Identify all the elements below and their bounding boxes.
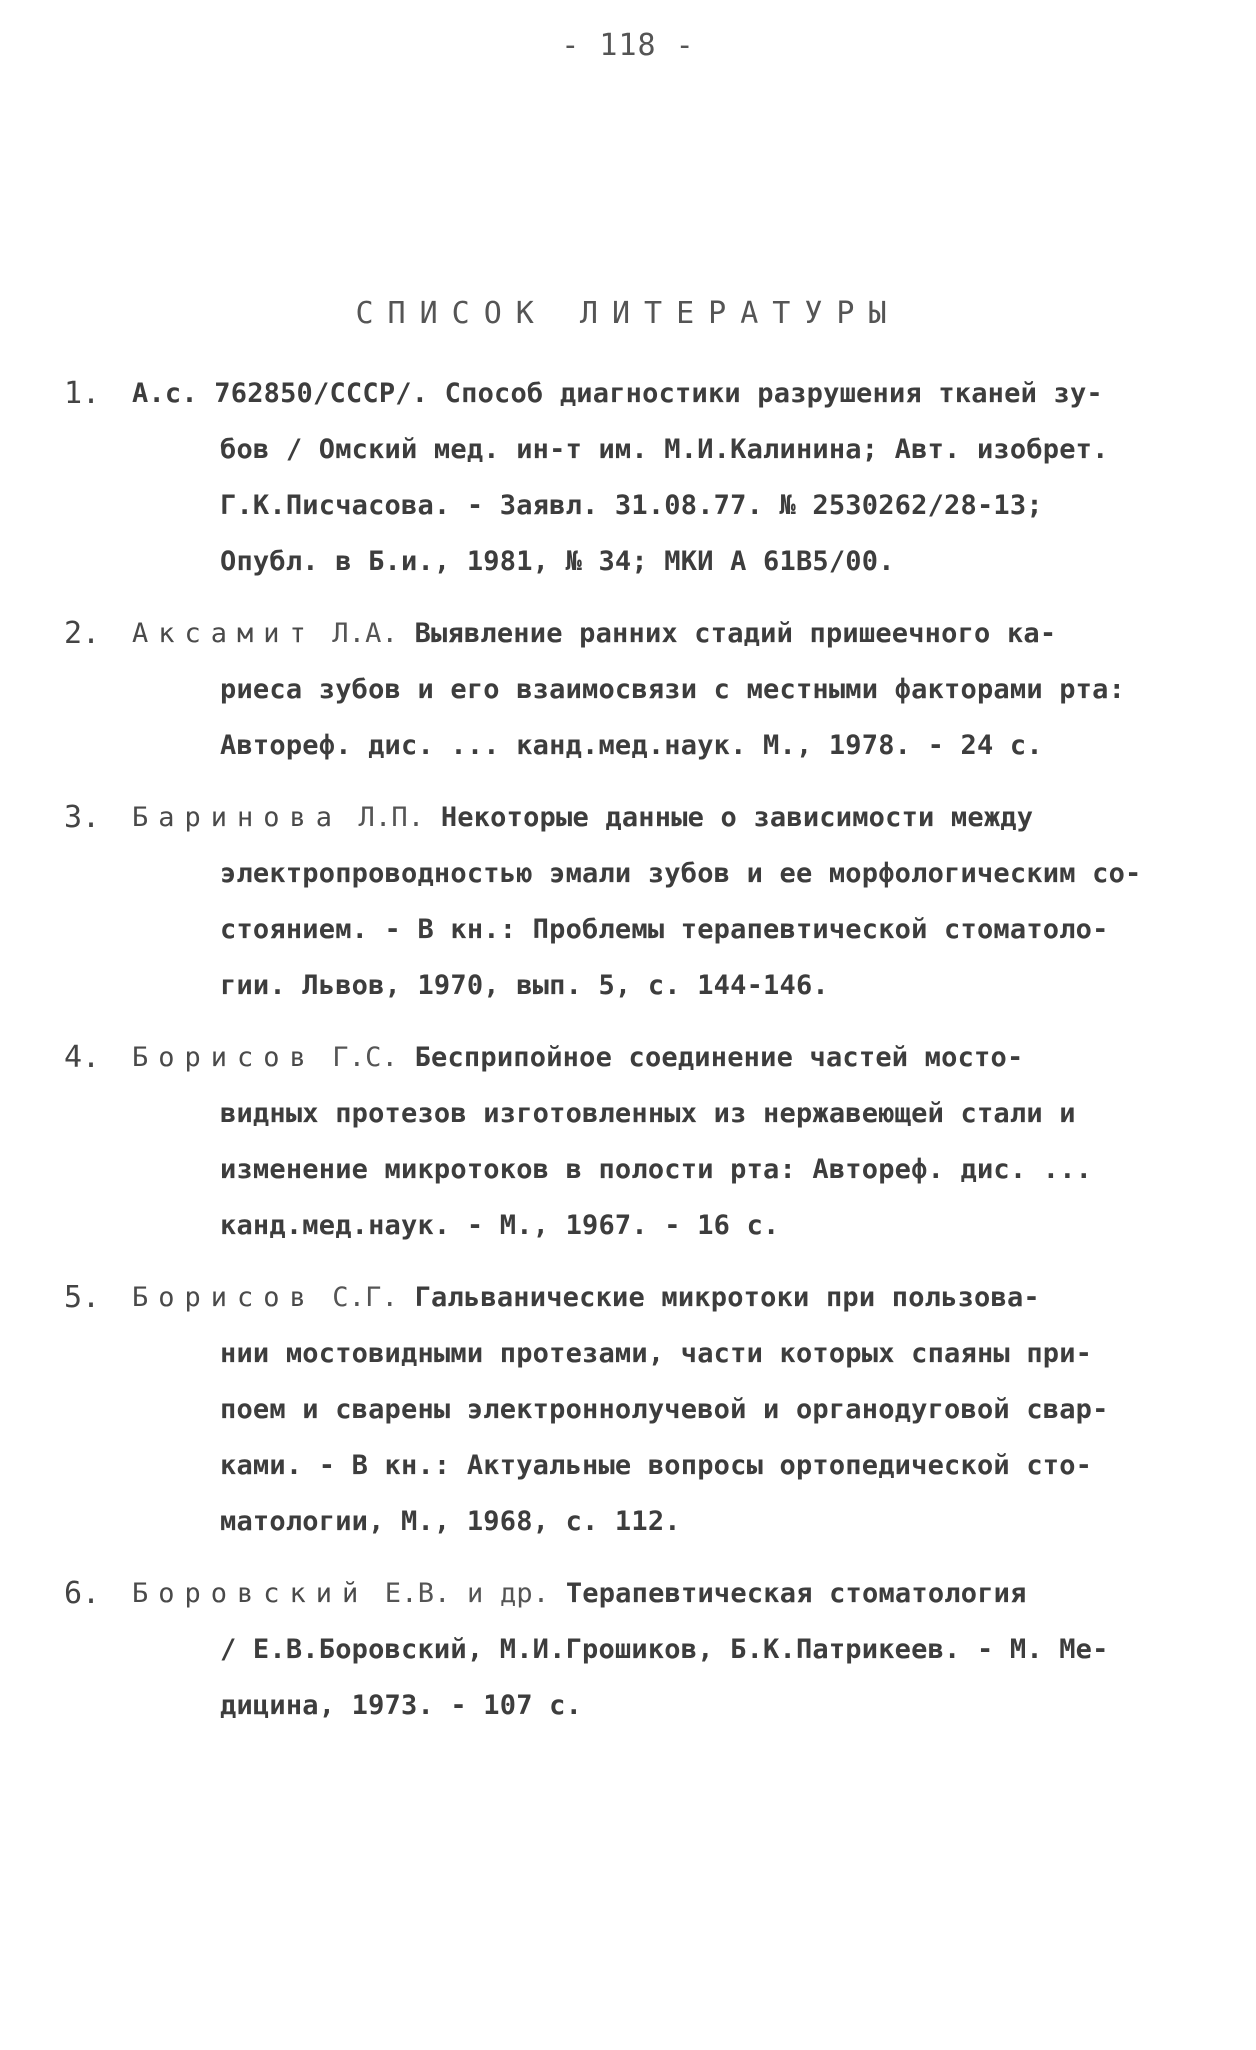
reference-line: ками. - В кн.: Актуальные вопросы ортопедической сто- (220, 1450, 1093, 1481)
bibliography-heading: СПИСОК ЛИТЕРАТУРЫ (355, 296, 901, 331)
reference-item-2 (64, 606, 1204, 774)
reference-number: 4. (64, 1040, 101, 1075)
reference-number: 2. (64, 616, 101, 651)
reference-line: канд.мед.наук. - М., 1967. - 16 с. (220, 1210, 780, 1241)
reference-line: Г.К.Писчасова. - Заявл. 31.08.77. № 2530262/28-13; (220, 490, 1043, 521)
reference-line: электропроводностью эмали зубов и ее морфологическим со- (220, 858, 1142, 889)
reference-title-start: Выявление ранних стадий пришеечного ка- (414, 618, 1057, 649)
reference-first-line (132, 790, 1204, 846)
reference-number: 5. (64, 1280, 101, 1315)
reference-author: Боровский (132, 1578, 369, 1609)
page-number: - 118 - (561, 28, 695, 63)
reference-author-initials: Г.С. (332, 1042, 399, 1073)
reference-list (64, 366, 1204, 1750)
reference-author: Борисов (132, 1042, 316, 1073)
reference-item-4 (64, 1030, 1204, 1254)
reference-author-initials: С.Г. (332, 1282, 399, 1313)
reference-line: Автореф. дис. ... канд.мед.наук. М., 1978. - 24 с. (220, 730, 1043, 761)
reference-line: матологии, М., 1968, с. 112. (220, 1506, 681, 1537)
reference-line: видных протезов изготовленных из нержавеющей стали и (220, 1098, 1076, 1129)
reference-number: 1. (64, 376, 101, 411)
reference-first-line (132, 1566, 1204, 1622)
reference-title-start: Бесприпойное соединение частей мосто- (414, 1042, 1024, 1073)
reference-line: стоянием. - В кн.: Проблемы терапевтической стоматоло- (220, 914, 1109, 945)
reference-line: бов / Омский мед. ин-т им. М.И.Калинина; Авт. изобрет. (220, 434, 1109, 465)
reference-author-initials: Л.А. (332, 618, 399, 649)
reference-author-initials: Е.В. и др. (384, 1578, 550, 1609)
reference-line: дицина, 1973. - 107 с. (220, 1690, 583, 1721)
reference-line: изменение микротоков в полости рта: Автореф. дис. ... (220, 1154, 1093, 1185)
reference-author: Аксамит (132, 618, 316, 649)
reference-item-3 (64, 790, 1204, 1014)
reference-number: 6. (64, 1576, 101, 1611)
reference-line: риеса зубов и его взаимосвязи с местными факторами рта: (220, 674, 1126, 705)
reference-title-start: Некоторые данные о зависимости между (440, 802, 1034, 833)
reference-line: гии. Львов, 1970, вып. 5, с. 144-146. (220, 970, 829, 1001)
reference-number: 3. (64, 800, 101, 835)
reference-first-line (132, 1270, 1204, 1326)
reference-line: нии мостовидными протезами, части которых спаяны при- (220, 1338, 1093, 1369)
reference-first-line (132, 1030, 1204, 1086)
reference-first-line (132, 606, 1204, 662)
reference-author: Баринова (132, 802, 343, 833)
reference-item-6 (64, 1566, 1204, 1734)
reference-line: А.с. 762850/СССР/. Способ диагностики разрушения тканей зу- (132, 378, 1103, 409)
reference-author-initials: Л.П. (358, 802, 425, 833)
reference-title-start: Гальванические микротоки при пользова- (414, 1282, 1040, 1313)
reference-item-5 (64, 1270, 1204, 1550)
reference-line: поем и сварены электроннолучевой и органодуговой свар- (220, 1394, 1109, 1425)
reference-line: / Е.В.Боровский, М.И.Грошиков, Б.К.Патрикеев. - М. Ме- (220, 1634, 1109, 1665)
reference-line: Опубл. в Б.и., 1981, № 34; МКИ А 61В5/00. (220, 546, 895, 577)
reference-item-1 (64, 366, 1204, 590)
reference-title-start: Терапевтическая стоматология (565, 1578, 1027, 1609)
reference-author: Борисов (132, 1282, 316, 1313)
